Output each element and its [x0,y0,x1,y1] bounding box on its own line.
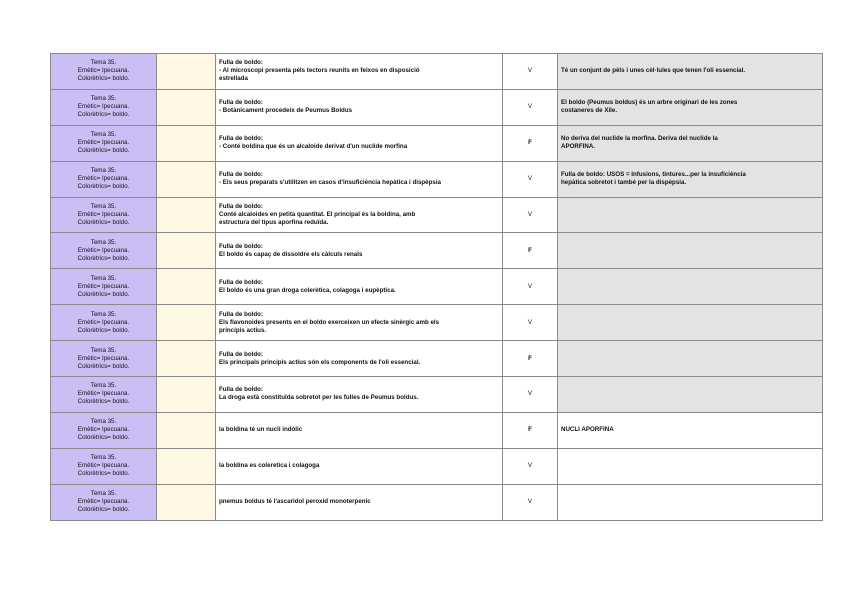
topic-line: Emètic= Ipecuana. [77,103,130,111]
topic-line: Tema 35. [90,167,117,175]
blank-cell [157,305,216,341]
table-row [51,89,823,125]
table-row [51,125,823,161]
topic-line: Colorètrics= boldo. [77,254,130,262]
question-line: la boldina té un nucli indòlic [219,426,303,434]
question-line: pnemus boldus té l'ascaridol peroxid monoterpenic [219,498,371,506]
note-line: Té un conjunt de pèls i unes cèl·lules que tenen l'oli essencial. [561,67,746,75]
answer-cell: V [503,305,558,341]
note-cell [558,305,823,341]
question-line: Els flavonoides presents en el boldo exerceixen un efecte sinèrgic amb els [219,318,440,326]
blank-cell [157,412,216,448]
topic-line: Tema 35. [90,274,117,282]
blank-cell [157,448,216,484]
table-row [51,161,823,197]
note-cell [558,233,823,269]
note-line: No deriva del nuclide la morfina. Deriva del nuclide la [561,135,718,143]
topic-line: Emètic= Ipecuana. [77,211,130,218]
topic-cell [51,269,157,305]
question-line: Fulla de boldo: [219,99,263,107]
topic-line: Tema 35. [90,382,117,390]
question-cell [216,233,503,269]
question-line: El boldo és capaç de dissoldre els càlculs renals [219,250,363,258]
question-line: - Al microscopi presenta pèls tectors reunits en feixos en disposició [219,67,420,75]
question-line: La droga està constituïda sobretot per les fulles de Peumus boldus. [219,394,419,402]
topic-line: Tema 35. [90,131,117,139]
topic-cell [51,484,157,520]
topic-line: Emètic= Ipecuana. [77,390,130,398]
blank-cell [157,161,216,197]
note-cell [558,54,823,90]
note-cell [558,197,823,233]
blank-cell [157,89,216,125]
answer-cell: V [503,484,558,520]
blank-cell [157,233,216,269]
question-line: Fulla de boldo: [219,59,263,67]
note-cell [558,377,823,413]
question-line: Fulla de boldo: [219,242,263,250]
topic-line: Emètic= Ipecuana. [77,462,130,470]
note-line: costaneres de Xile. [561,107,618,115]
question-cell [216,125,503,161]
question-line: principis actius. [219,326,267,334]
question-line: - Botànicament procedeix de Peumus Boldus [219,107,353,115]
note-cell [558,89,823,125]
blank-cell [157,54,216,90]
answer-cell: V [503,269,558,305]
topic-cell [51,54,157,90]
note-cell [558,161,823,197]
question-line: - Conté boldina que és un alcaloide derivat d'un nuclide morfina [219,143,408,151]
note-cell [558,269,823,305]
topic-line: Emètic= Ipecuana. [77,175,130,183]
topic-line: Tema 35. [90,418,117,426]
topic-line: Tema 35. [90,238,117,246]
note-line: NUCLI APORFINA [561,426,614,434]
topic-line: Colorètrics= boldo. [77,362,130,370]
blank-cell [157,484,216,520]
topic-cell [51,125,157,161]
topic-cell [51,412,157,448]
question-cell [216,377,503,413]
question-line: Fulla de boldo: [219,350,263,358]
answer-cell: F [503,125,558,161]
topic-cell [51,89,157,125]
topic-line: Emètic= Ipecuana. [77,67,130,75]
answer-cell: F [503,341,558,377]
table-row [51,412,823,448]
topic-cell [51,305,157,341]
blank-cell [157,341,216,377]
note-cell [558,125,823,161]
topic-line: Tema 35. [90,95,117,103]
topic-line: Emètic= Ipecuana. [77,318,130,326]
answer-cell: F [503,233,558,269]
question-line: Fulla de boldo: [219,171,263,179]
question-line: Fulla de boldo: [219,386,263,394]
question-cell [216,89,503,125]
question-line: Els principals principis actius són els components de l'oli essencial. [219,358,421,366]
topic-line: Colorètrics= boldo. [77,506,130,514]
question-cell [216,269,503,305]
topic-line: Emètic= Ipecuana. [77,246,130,254]
topic-line: Colorètrics= boldo. [77,147,130,155]
topic-line: Emètic= Ipecuana. [77,282,130,290]
question-cell [216,341,503,377]
topic-line: Tema 35. [90,346,117,354]
topic-line: Tema 35. [90,203,117,210]
topic-line: Emètic= Ipecuana. [77,354,130,362]
note-cell [558,448,823,484]
blank-cell [157,377,216,413]
topic-line: Colorètrics= boldo. [77,398,130,406]
answer-cell: V [503,448,558,484]
answer-cell: V [503,377,558,413]
question-cell [216,484,503,520]
topic-line: Colorètrics= boldo. [77,434,130,442]
topic-line: Tema 35. [90,310,117,318]
blank-cell [157,197,216,233]
topic-line: Emètic= Ipecuana. [77,426,130,434]
topic-line: Emètic= Ipecuana. [77,139,130,147]
table-row [51,233,823,269]
note-cell [558,412,823,448]
topic-cell [51,341,157,377]
topic-cell [51,161,157,197]
question-cell [216,305,503,341]
topic-line: Tema 35. [90,59,117,67]
topic-cell [51,197,157,233]
topic-line: Colorètrics= boldo. [77,470,130,478]
note-line: Fulla de boldo: USOS = Infusions, tintures...per la insuficiència [561,171,746,179]
table-row [51,377,823,413]
topic-line: Colorètrics= boldo. [77,326,130,334]
answer-cell: V [503,161,558,197]
note-line: hepàtica sobretot i també per la dispèpsia. [561,179,687,187]
answer-cell: F [503,412,558,448]
topic-cell [51,233,157,269]
question-line: Fulla de boldo: [219,135,263,143]
question-cell [216,448,503,484]
topic-line: Tema 35. [90,490,117,498]
question-cell [216,54,503,90]
question-line: Fulla de boldo: [219,278,263,286]
blank-cell [157,269,216,305]
question-line: Fulla de boldo: [219,310,263,318]
table-row [51,54,823,90]
question-line: El boldo és una gran droga colerètica, colagoga i eupèptica. [219,286,396,294]
topic-cell [51,377,157,413]
note-cell [558,341,823,377]
question-line: Fulla de boldo: [219,203,263,210]
topic-line: Colorètrics= boldo. [77,111,130,119]
question-line: Conté alcaloides en petita quantitat. El principal és la boldina, amb [219,211,416,218]
table-row [51,341,823,377]
table-row [51,269,823,305]
question-line: la boldina es coleretica i colagoga [219,462,320,470]
topic-line: Colorètrics= boldo. [77,183,130,191]
question-line: - Els seus preparats s'utilitzen en casos d'insuficiència hepàtica i dispèpsia [219,179,441,187]
question-line: estrellada [219,75,248,83]
topic-line: Colorètrics= boldo. [77,290,130,298]
question-line: estructura del tipus aporfina reduïda. [219,219,329,226]
topic-line: Colorètrics= boldo. [77,75,130,83]
question-cell [216,161,503,197]
question-cell [216,412,503,448]
blank-cell [157,125,216,161]
note-line: APORFINA. [561,143,596,151]
table-row [51,197,823,233]
table-row [51,305,823,341]
topic-line: Emètic= Ipecuana. [77,498,130,506]
topic-line: Tema 35. [90,454,117,462]
table-row [51,448,823,484]
topic-cell [51,448,157,484]
answer-cell: V [503,197,558,233]
table-row [51,484,823,520]
topic-line: Colorètrics= boldo. [77,219,130,226]
table-body [51,54,823,521]
quiz-table [50,53,823,521]
answer-cell: V [503,54,558,90]
note-line: El boldo (Peumus boldus) és un arbre originari de les zones [561,99,738,107]
note-cell [558,484,823,520]
answer-cell: V [503,89,558,125]
question-cell [216,197,503,233]
